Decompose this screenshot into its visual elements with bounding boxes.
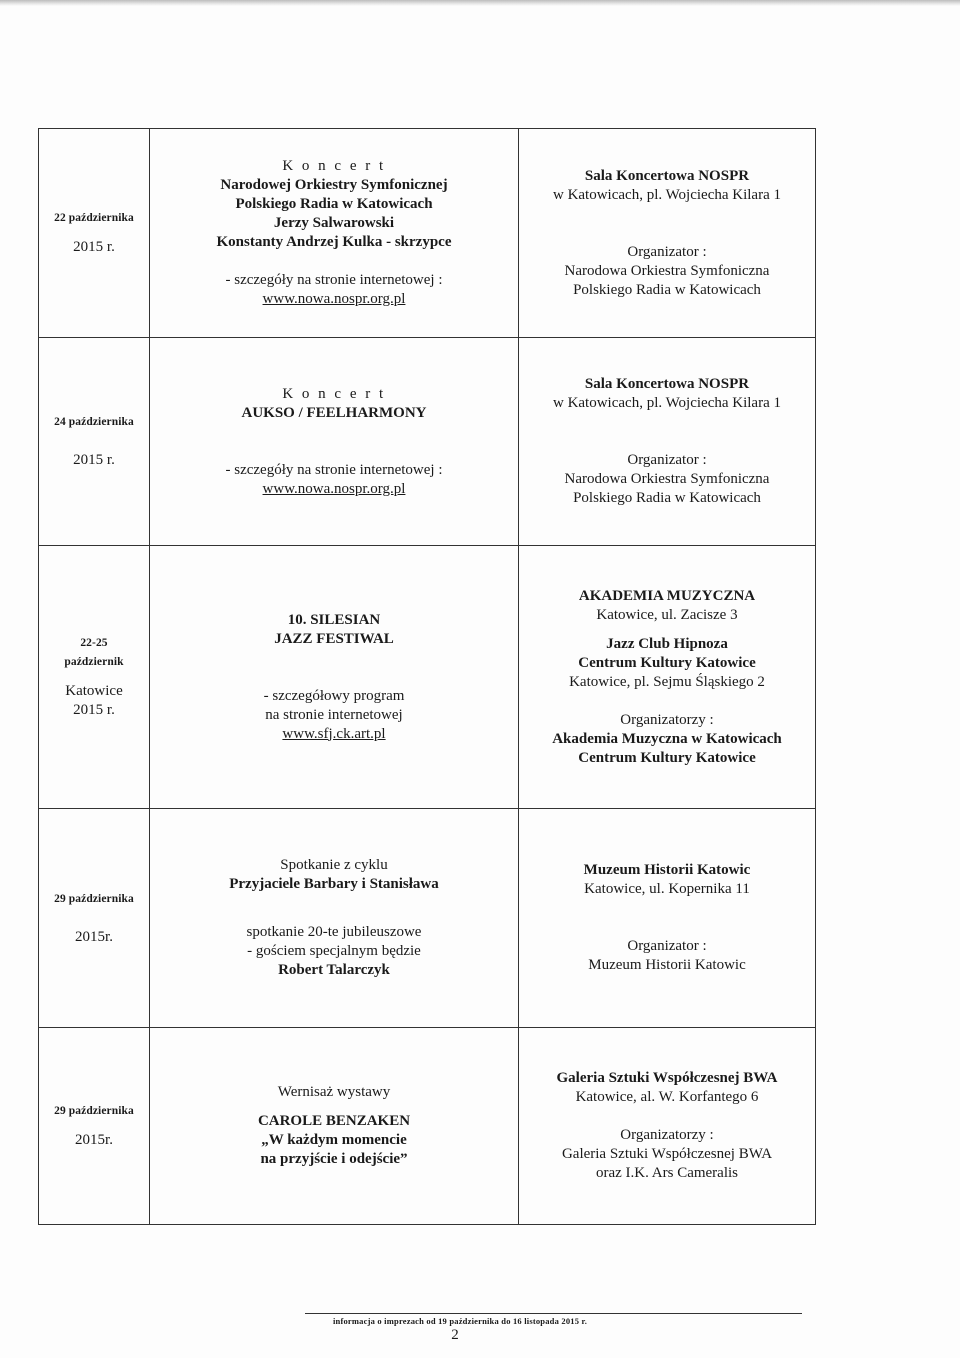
- organizer-label: Organizatorzy :: [620, 1127, 714, 1143]
- venue-address: w Katowicach, pl. Wojciecha Kilara 1: [552, 395, 781, 411]
- venue-cell: [519, 809, 816, 1028]
- event-title: AUKSO / FEELHARMONY: [241, 404, 427, 421]
- venue-name: AKADEMIA MUZYCZNA: [578, 587, 756, 604]
- organizer-name: Galeria Sztuki Współczesnej BWA: [561, 1146, 773, 1162]
- date-year: 2015 r.: [73, 702, 115, 718]
- details-note: - szczegóły na stronie internetowej :: [225, 461, 443, 478]
- organizer-name: oraz I.K. Ars Cameralis: [595, 1165, 739, 1181]
- event-title-line: na przyjście i odejście”: [260, 1151, 408, 1167]
- event-cell: [150, 129, 519, 338]
- date-day: 24 października: [54, 416, 134, 428]
- date-day: 22 października: [54, 212, 134, 224]
- event-cell: [150, 338, 519, 546]
- date-cell: [39, 809, 150, 1028]
- website-link[interactable]: www.nowa.nospr.org.pl: [262, 291, 406, 307]
- venue-address: Katowice, al. W. Korfantego 6: [575, 1089, 759, 1105]
- footer-note: informacja o imprezach od 19 października do 16 listopada 2015 r.: [332, 1316, 588, 1326]
- organizer-name: Narodowa Orkiestra Symfoniczna: [564, 471, 770, 487]
- event-title-line: Narodowej Orkiestry Symfonicznej: [220, 177, 448, 193]
- date-day: 29 października: [54, 1105, 134, 1117]
- venue-name: Jazz Club Hipnoza: [606, 635, 728, 652]
- venue-address: Katowice, ul. Zacisze 3: [596, 606, 738, 623]
- date-year: 2015r.: [75, 1132, 113, 1148]
- date-cell: [39, 129, 150, 338]
- venue-cell: [519, 338, 816, 546]
- date-cell: [39, 338, 150, 546]
- organizer-name: Polskiego Radia w Katowicach: [573, 281, 761, 298]
- event-type: Wernisaż wystawy: [277, 1084, 391, 1100]
- venue-address: w Katowicach, pl. Wojciecha Kilara 1: [552, 186, 781, 203]
- date-year: 2015 r.: [73, 452, 115, 468]
- event-cell: [150, 1028, 519, 1225]
- date-day: 29 października: [54, 892, 134, 905]
- details-note: - szczegółowy program: [263, 687, 405, 704]
- details-note: na stronie internetowej: [265, 706, 403, 723]
- date-cell: [39, 1028, 150, 1225]
- table-row: [39, 546, 816, 809]
- event-title-line: 10. SILESIAN: [287, 611, 381, 628]
- website-link[interactable]: www.sfj.ck.art.pl: [282, 725, 386, 742]
- venue-name: Centrum Kultury Katowice: [578, 654, 756, 671]
- organizer-name: Muzeum Historii Katowic: [588, 957, 746, 973]
- venue-name: Sala Koncertowa NOSPR: [584, 167, 750, 184]
- event-title-line: Polskiego Radia w Katowicach: [235, 196, 433, 212]
- venue-cell: [519, 546, 816, 809]
- website-link[interactable]: www.nowa.nospr.org.pl: [262, 480, 406, 497]
- date-year: 2015r.: [75, 928, 113, 945]
- organizer-label: Organizator :: [627, 243, 707, 260]
- table-row: [39, 809, 816, 1028]
- organizer-name: Centrum Kultury Katowice: [578, 749, 756, 766]
- event-description: spotkanie 20-te jubileuszowe: [246, 924, 422, 940]
- scan-top-edge: [0, 0, 960, 6]
- event-title-line: JAZZ FESTIWAL: [274, 630, 394, 647]
- event-title: Przyjaciele Barbary i Stanisława: [229, 876, 439, 892]
- event-type: K o n c e r t: [282, 158, 386, 174]
- event-guest: Robert Talarczyk: [278, 962, 390, 978]
- table-row: [39, 129, 816, 338]
- venue-cell: [519, 129, 816, 338]
- event-title-line: „W każdym momencie: [261, 1132, 407, 1148]
- event-artist: CAROLE BENZAKEN: [257, 1113, 411, 1129]
- events-table: [38, 128, 816, 1225]
- event-type: Spotkanie z cyklu: [280, 857, 388, 873]
- date-month: październik: [64, 656, 124, 668]
- event-conductor: Jerzy Salwarowski: [273, 215, 395, 231]
- organizer-name: Narodowa Orkiestra Symfoniczna: [564, 262, 770, 279]
- event-cell: [150, 546, 519, 809]
- organizer-label: Organizator :: [627, 938, 707, 954]
- venue-name: Sala Koncertowa NOSPR: [584, 376, 750, 392]
- organizer-label: Organizator :: [627, 452, 707, 468]
- details-note: - szczegóły na stronie internetowej :: [225, 272, 443, 288]
- date-year: 2015 r.: [73, 239, 115, 255]
- event-soloist: Konstanty Andrzej Kulka - skrzypce: [216, 234, 452, 250]
- venue-cell: [519, 1028, 816, 1225]
- page-number: 2: [451, 1327, 459, 1343]
- date-cell: [39, 546, 150, 809]
- venue-name: Galeria Sztuki Współczesnej BWA: [556, 1070, 778, 1086]
- date-city: Katowice: [65, 683, 123, 699]
- table-row: [39, 338, 816, 546]
- event-cell: [150, 809, 519, 1028]
- event-type: K o n c e r t: [282, 385, 386, 402]
- footer-divider: [305, 1313, 802, 1314]
- table-row: [39, 1028, 816, 1225]
- organizer-name: Polskiego Radia w Katowicach: [573, 490, 761, 506]
- venue-address: Katowice, ul. Kopernika 11: [584, 881, 750, 897]
- organizer-label: Organizatorzy :: [620, 711, 714, 728]
- date-range: 22-25: [80, 637, 108, 649]
- venue-name: Muzeum Historii Katowic: [583, 862, 751, 878]
- event-description: - gościem specjalnym będzie: [247, 943, 421, 959]
- venue-address: Katowice, pl. Sejmu Śląskiego 2: [569, 673, 765, 690]
- organizer-name: Akademia Muzyczna w Katowicach: [552, 730, 782, 747]
